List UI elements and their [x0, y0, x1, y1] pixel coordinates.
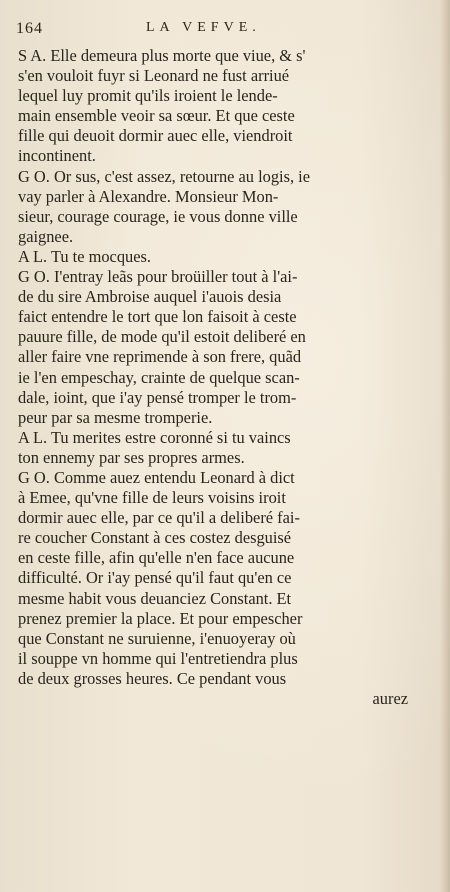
text-line: faict entendre le tort que lon faisoit à ceste [18, 307, 297, 327]
text-line: A L. Tu te mocques. [18, 246, 151, 266]
page-number: 164 [16, 20, 43, 37]
text-line: dormir auec elle, par ce qu'il a deliberé fai- [18, 508, 300, 528]
text-line: difficulté. Or i'ay pensé qu'il faut qu'en ce [18, 568, 292, 588]
text-line: à Emee, qu'vne fille de leurs voisins iroit [18, 488, 286, 508]
text-line: vay parler à Alexandre. Monsieur Mon- [18, 186, 279, 206]
text-line: G O. I'entray leãs pour broüiller tout à l'ai- [18, 267, 298, 287]
text-line: re coucher Constant à ces costez desguisé [18, 528, 292, 548]
text-line: G O. Comme auez entendu Leonard à dict [18, 467, 295, 487]
page-header [16, 20, 426, 40]
text-line: dale, ioint, que i'ay pensé tromper le trom- [18, 387, 297, 407]
body-text [18, 46, 418, 709]
text-line: fille qui deuoit dormir auec elle, viendroit [18, 126, 293, 146]
text-line: que Constant ne suruienne, i'enuoyeray où [18, 628, 296, 648]
text-line: il souppe vn homme qui l'entretiendra plus [18, 648, 298, 668]
text-line: main ensemble veoir sa sœur. Et que ceste [18, 106, 295, 126]
text-line: en ceste fille, afin qu'elle n'en face aucune [18, 548, 295, 568]
catchword: aurez [372, 689, 408, 708]
text-line: prenez premier la place. Et pour empescher [18, 608, 303, 628]
text-line: ton ennemy par ses propres armes. [18, 447, 245, 467]
page-edge-shadow [440, 0, 450, 892]
text-line: S A. Elle demeura plus morte que viue, & s' [18, 46, 306, 65]
text-line: de deux grosses heures. Ce pendant vous [18, 668, 287, 688]
text-line: A L. Tu merites estre coronné si tu vaincs [18, 427, 291, 447]
text-line: ie l'en empeschay, crainte de quelque scan- [18, 367, 300, 387]
text-line: peur par sa mesme tromperie. [18, 407, 213, 427]
running-title: LA VEFVE. [146, 20, 261, 35]
text-line: pauure fille, de mode qu'il estoit deliberé en [18, 327, 306, 347]
text-line: s'en vouloit fuyr si Leonard ne fust arriué [18, 66, 290, 86]
text-line: mesme habit vous deuanciez Constant. Et [18, 588, 292, 608]
text-line: lequel luy promit qu'ils iroient le lende- [18, 86, 278, 106]
text-line: sieur, courage courage, ie vous donne ville [18, 206, 298, 226]
text-line: aller faire vne reprimende à son frere, quãd [18, 347, 302, 367]
text-line: G O. Or sus, c'est assez, retourne au logis, ie [18, 166, 310, 186]
text-line: de du sire Ambroise auquel i'auois desia [18, 287, 282, 307]
text-line: incontinent. [18, 146, 96, 166]
text-line: gaignee. [18, 226, 74, 246]
